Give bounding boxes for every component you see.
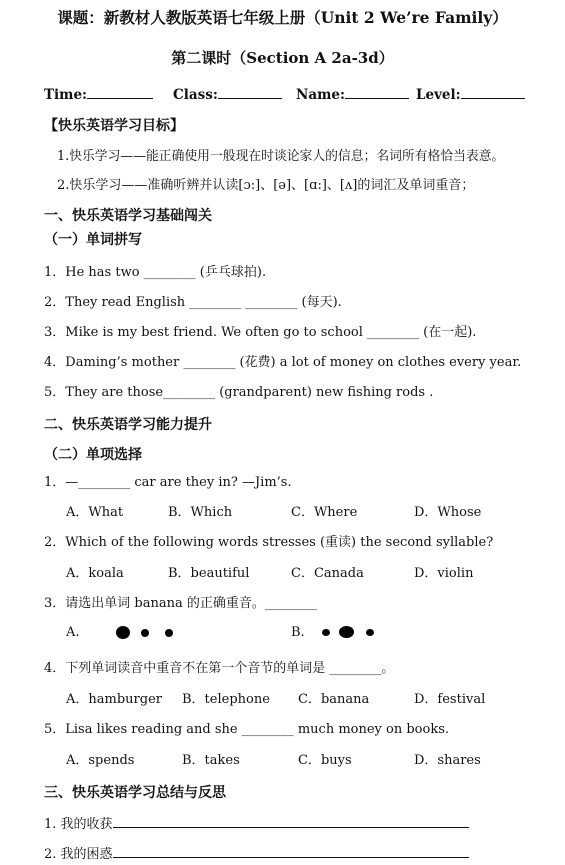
mc-q2-option-b[interactable]: B．beautiful — [168, 566, 250, 581]
goal-item-2: 2.快乐学习——准确听辨并认读[ɔ:]、[ə]、[ɑ:]、[ʌ]的词汇及单词重音； — [57, 178, 475, 193]
stress-dot-small — [366, 629, 374, 636]
stress-dot-small — [141, 629, 149, 637]
stress-dot-small — [165, 629, 173, 637]
spelling-item-2: 2．They read English ________ ________ (每天). — [44, 295, 342, 310]
stress-dot-small — [322, 629, 330, 636]
spelling-item-5: 5．They are those________ (grandparent) new fishing rods . — [44, 385, 434, 400]
mc-q4-option-b[interactable]: B．telephone — [182, 692, 270, 707]
mc-q1-option-d[interactable]: D．Whose — [414, 505, 482, 520]
name-blank[interactable] — [345, 86, 409, 99]
spelling-item-1: 1．He has two ________ (乒乓球拍). — [44, 265, 267, 280]
reflection-label-confusions: 2. 我的困惑 — [44, 847, 113, 862]
mc-q2-option-a[interactable]: A．koala — [66, 566, 124, 581]
mc-q1-option-c[interactable]: C．Where — [291, 505, 358, 520]
mc-q4-option-d[interactable]: D．festival — [414, 692, 486, 707]
section1-heading: 一、快乐英语学习基础闯关 — [44, 208, 212, 224]
section2-sub: （二）单项选择 — [44, 447, 142, 463]
level-field[interactable] — [416, 84, 525, 103]
mc-q1-option-a[interactable]: A．What — [66, 505, 124, 520]
page-title: 课题：新教材人教版英语七年级上册（Unit 2 We’re Family） — [57, 8, 508, 27]
stress-dot-large — [116, 626, 130, 639]
section3-heading: 三、快乐英语学习总结与反思 — [44, 785, 226, 801]
mc-question-5: 5．Lisa likes reading and she ________ much money on books. — [44, 722, 450, 737]
section1-sub: （一）单词拼写 — [44, 232, 142, 248]
reflection-item-2[interactable] — [44, 843, 469, 862]
name-label: Name: — [296, 87, 345, 103]
page-subtitle: 第二课时（Section A 2a-3d） — [171, 49, 394, 67]
mc-q3-option-a[interactable]: A. — [66, 625, 80, 640]
reflection-item-1[interactable] — [44, 813, 469, 832]
goal-item-1: 1.快乐学习——能正确使用一般现在时谈论家人的信息；名词所有格恰当表意。 — [57, 149, 505, 164]
class-blank[interactable] — [218, 86, 282, 99]
spelling-item-4: 4．Daming’s mother ________ (花费) a lot of money on clothes every year. — [44, 355, 522, 370]
class-label: Class: — [173, 87, 218, 103]
mc-question-4: 4．下列单词读音中重音不在第一个音节的单词是 ________。 — [44, 661, 395, 676]
mc-question-2: 2．Which of the following words stresses (重读) the second syllable? — [44, 535, 494, 550]
mc-question-3: 3．请选出单词 banana 的正确重音。________ — [44, 596, 317, 611]
level-label: Level: — [416, 87, 461, 103]
mc-q5-option-c[interactable]: C．buys — [298, 753, 352, 768]
stress-pattern-b — [322, 626, 382, 640]
time-field[interactable] — [44, 84, 153, 103]
mc-q5-option-b[interactable]: B．takes — [182, 753, 240, 768]
mc-q1-option-b[interactable]: B．Which — [168, 505, 233, 520]
mc-q5-option-d[interactable]: D．shares — [414, 753, 481, 768]
reflection-blank-gains[interactable] — [113, 815, 469, 828]
time-label: Time: — [44, 87, 88, 103]
goals-heading: 【快乐英语学习目标】 — [44, 118, 184, 134]
mc-q4-option-a[interactable]: A．hamburger — [66, 692, 162, 707]
time-blank[interactable] — [87, 86, 153, 99]
spelling-item-3: 3．Mike is my best friend. We often go to school ________ (在一起). — [44, 325, 477, 340]
reflection-label-gains: 1. 我的收获 — [44, 817, 113, 832]
level-blank[interactable] — [461, 86, 525, 99]
class-field[interactable] — [173, 84, 282, 103]
mc-q3-option-b[interactable]: B. — [291, 625, 305, 640]
name-field[interactable] — [296, 84, 409, 103]
mc-q4-option-c[interactable]: C．banana — [298, 692, 370, 707]
mc-q5-option-a[interactable]: A．spends — [66, 753, 135, 768]
mc-q2-option-c[interactable]: C．Canada — [291, 566, 364, 581]
section2-heading: 二、快乐英语学习能力提升 — [44, 417, 212, 433]
reflection-blank-confusions[interactable] — [113, 845, 469, 858]
mc-question-1: 1．—________ car are they in? —Jim’s. — [44, 475, 292, 490]
mc-q2-option-d[interactable]: D．violin — [414, 566, 474, 581]
stress-dot-large — [339, 626, 354, 638]
stress-pattern-a — [116, 626, 178, 640]
